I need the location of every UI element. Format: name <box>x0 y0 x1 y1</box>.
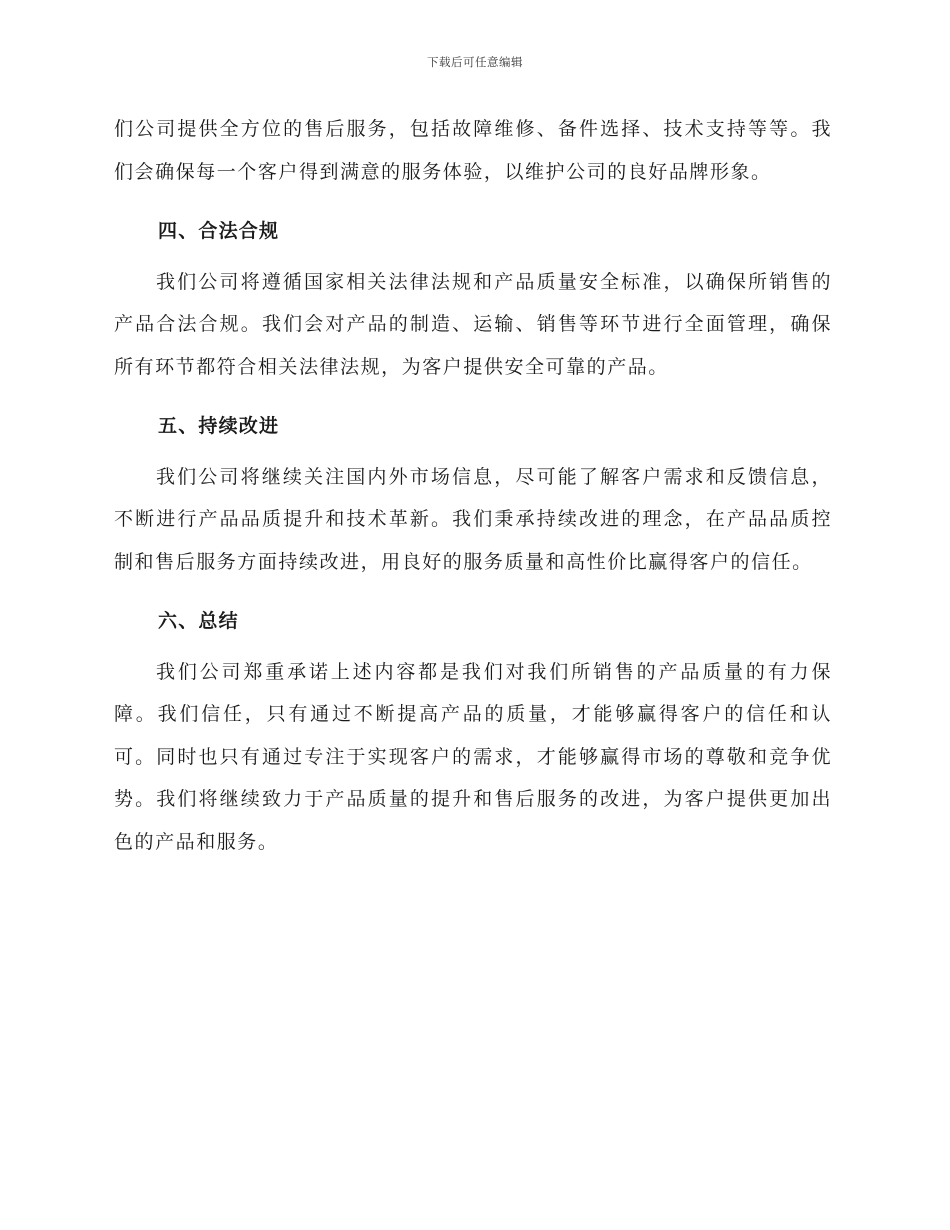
section-paragraph-summary: 我们公司郑重承诺上述内容都是我们对我们所销售的产品质量的有力保障。我们信任，只有通过不断提高产品的质量，才能够赢得客户的信任和认可。同时也只有通过专注于实现客户的需求，才能够赢得市场的尊敬和竞争优势。我们将继续致力于产品质量的提升和售后服务的改进，为客户提供更加出色的产品和服务。 <box>114 660 832 853</box>
section-heading-summary: 六、总结 <box>158 610 239 632</box>
section-paragraph-improvement: 我们公司将继续关注国内外市场信息，尽可能了解客户需求和反馈信息，不断进行产品品质提升和技术革新。我们秉承持续改进的理念，在产品品质控制和售后服务方面持续改进，用良好的服务质量和高性价比赢得客户的信任。 <box>114 465 832 573</box>
section-heading-improvement: 五、持续改进 <box>158 415 280 437</box>
section-paragraph-compliance: 我们公司将遵循国家相关法律法规和产品质量安全标准，以确保所销售的产品合法合规。我们会对产品的制造、运输、销售等环节进行全面管理，确保所有环节都符合相关法律法规，为客户提供安全可靠的产品。 <box>114 270 832 378</box>
document-body <box>114 108 832 863</box>
page-header-note: 下载后可任意编辑 <box>427 55 523 69</box>
section-heading-compliance: 四、合法合规 <box>158 220 280 242</box>
intro-paragraph: 们公司提供全方位的售后服务，包括故障维修、备件选择、技术支持等等。我们会确保每一个客户得到满意的服务体验，以维护公司的良好品牌形象。 <box>114 118 832 183</box>
